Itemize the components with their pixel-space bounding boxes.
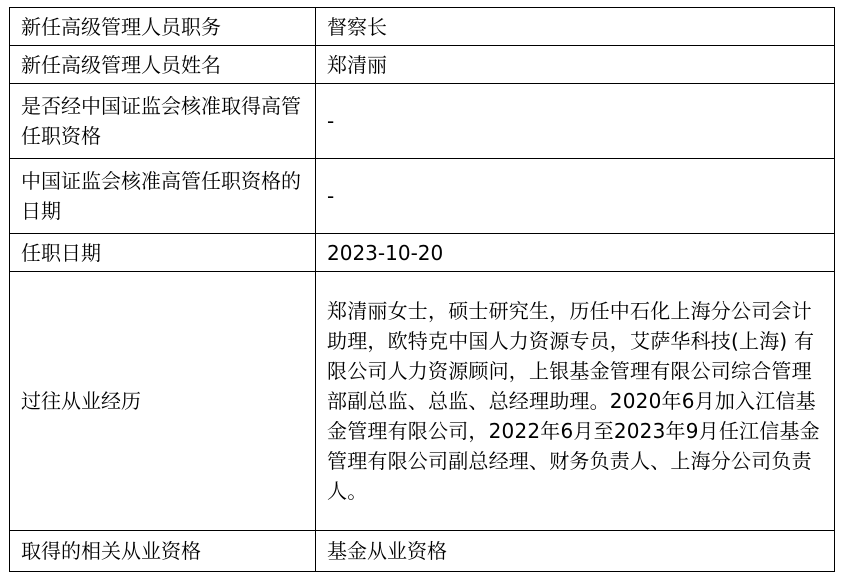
table-row [10,46,835,84]
row-value: 郑清丽女士，硕士研究生，历任中石化上海分公司会计助理，欧特克中国人力资源专员，艾萨华科技(上海) 有限公司人力资源顾问，上银基金管理有限公司综合管理部副总监、总监、总经理助理。2020年6月加入江信基金管理有限公司，2022年6月至2023年9月任江信基金管理有限公司副总经理、财务负责人、上海分公司负责人。 [316,272,835,531]
row-value: 基金从业资格 [316,531,835,572]
row-label: 中国证监会核准高管任职资格的日期 [10,159,316,234]
row-value: 郑清丽 [316,46,835,84]
table-row [10,531,835,572]
row-label: 新任高级管理人员职务 [10,8,316,46]
row-label: 取得的相关从业资格 [10,531,316,572]
row-value: 督察长 [316,8,835,46]
row-value: - [316,159,835,234]
table-row [10,8,835,46]
row-value: - [316,84,835,159]
row-label: 任职日期 [10,234,316,272]
row-label: 是否经中国证监会核准取得高管任职资格 [10,84,316,159]
row-label: 新任高级管理人员姓名 [10,46,316,84]
table-row [10,84,835,159]
table-row [10,234,835,272]
row-value: 2023-10-20 [316,234,835,272]
table-row [10,159,835,234]
manager-info-table [9,7,835,572]
row-label: 过往从业经历 [10,272,316,531]
table-row [10,272,835,531]
